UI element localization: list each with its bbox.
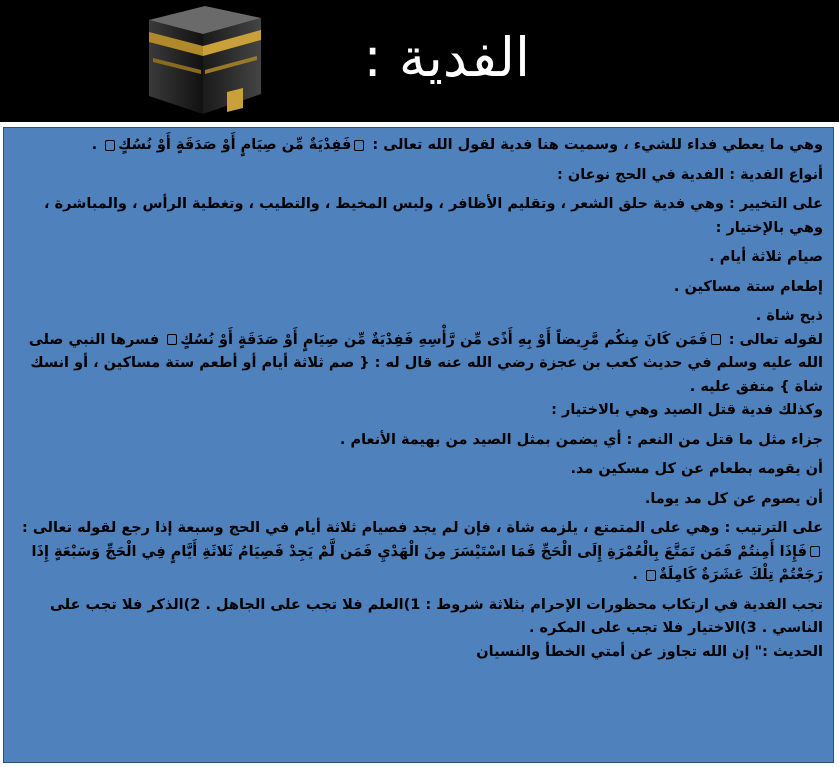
ornament-icon bbox=[105, 140, 115, 151]
paragraph-choice: على التخيير : وهي فدية حلق الشعر ، وتقليم الأظافر ، ولبس المخيط ، والتطيب ، وتغطية الرأس ، والمباشرة ، وهي بالإختيار : bbox=[44, 196, 823, 236]
page-title: الفدية : bbox=[363, 26, 530, 89]
text-line: . bbox=[632, 567, 638, 583]
list-item: أن يصوم عن كل مد يوما. bbox=[644, 490, 823, 507]
list-item: جزاء مثل ما قتل من النعم : أي يضمن بمثل الصيد من بهيمة الأنعام . bbox=[339, 431, 823, 448]
quran-verse: فَإِذَا أَمِنتُمْ فَمَن تَمَتَّعَ بِالْعُمْرَةِ إِلَى الْحَجِّ فَمَا اسْتَيْسَرَ مِنَ الْهَدْيِ فَمَن لَّمْ يَجِدْ فَصِيَامُ ثَلاثَةِ أَيَّامٍ فِي الْحَجِّ وَسَبْعَةٍ إِذَا رَجَعْتُمْ تِلْكَ عَشَرَةٌ كَامِلَةٌ bbox=[31, 543, 823, 583]
list-item: أن يقومه بطعام عن كل مسكين مد. bbox=[570, 461, 823, 477]
article-text bbox=[12, 134, 823, 664]
paragraph-order bbox=[12, 517, 823, 588]
ornament-icon bbox=[711, 334, 721, 345]
list-item: إطعام ستة مساكين . bbox=[673, 278, 823, 295]
quran-verse: فَمَن كَانَ مِنكُم مَّرِيضاً أَوْ بِهِ أَذًى مِّن رَّأْسِهِ فَفِدْيَةٌ مِّن صِيَامٍ أَوْ صَدَقَةٍ أَوْ نُسُكٍ bbox=[180, 331, 708, 348]
ornament-icon bbox=[810, 546, 820, 557]
ornament-icon bbox=[167, 334, 177, 345]
paragraph-hunting: وكذلك فدية قتل الصيد وهي بالاختيار : bbox=[551, 402, 823, 418]
paragraph-types: أنواع الفدية : الفدية في الحج نوعان : bbox=[557, 166, 823, 183]
paragraph-hadith: الحديث :" إن الله تجاوز عن أمتي الخطأ والنسيان bbox=[476, 643, 823, 660]
content-panel bbox=[0, 122, 839, 767]
header-banner bbox=[0, 0, 839, 122]
ornament-icon bbox=[646, 570, 656, 581]
list-item: ذبح شاة . bbox=[755, 308, 823, 324]
kaaba-icon bbox=[143, 4, 265, 116]
text-line: فسرها النبي صلى الله عليه وسلم في حديث كعب بن عجزة رضي الله عنه قال له : { صم ثلاثة أيام أو أطعم ستة مساكين ، أو انسك شاة } متفق عليه . bbox=[28, 331, 823, 395]
content-box bbox=[3, 127, 834, 763]
quran-verse: فَفِدْيَةٌ مِّن صِيَامٍ أَوْ صَدَقَةٍ أَوْ نُسُكٍ bbox=[118, 137, 352, 153]
text-line: وهي ما يعطي فداء للشيء ، وسميت هنا فدية لقول الله تعالى : bbox=[372, 137, 823, 153]
paragraph-evidence bbox=[12, 329, 823, 400]
text-line: على الترتيب : وهي على المتمتع ، يلزمه شاة ، فإن لم يجد فصيام ثلاثة أيام في الحج وسبعة إذا رجع لقوله تعالى : bbox=[21, 520, 823, 536]
paragraph-conditions: تجب الفدية في ارتكاب محظورات الإحرام بثلاثة شروط : 1)العلم فلا تجب على الجاهل . 2)الذكر فلا تجب على الناسي . 3)الاختيار فلا تجب على المكره . bbox=[50, 596, 823, 636]
list-item: صيام ثلاثة أيام . bbox=[709, 249, 823, 265]
ornament-icon bbox=[354, 140, 364, 151]
text-line: لقوله تعالى : bbox=[728, 331, 823, 348]
text-line: . bbox=[91, 137, 98, 153]
paragraph-definition bbox=[12, 134, 823, 158]
